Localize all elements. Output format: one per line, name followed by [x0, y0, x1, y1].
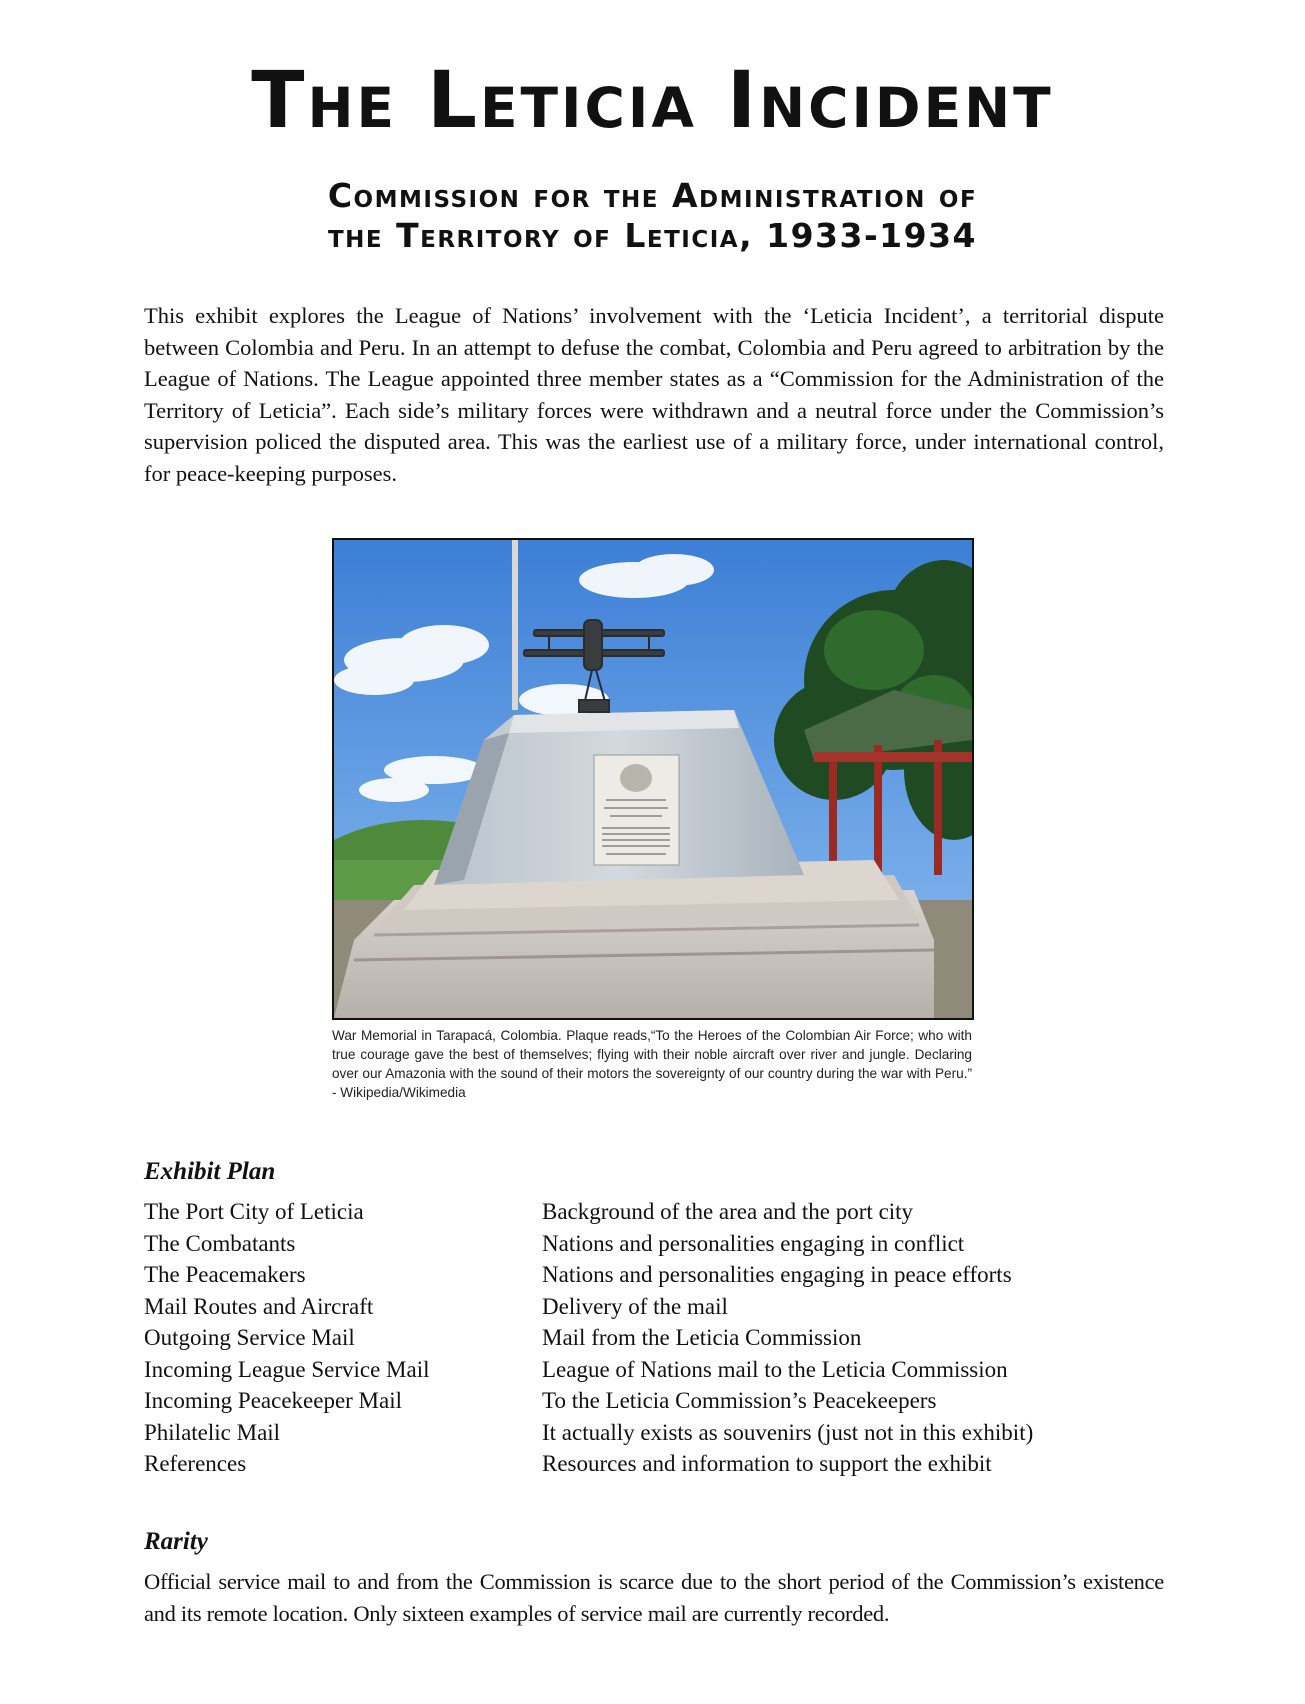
plan-section: Incoming League Service Mail [144, 1356, 430, 1382]
plan-section: References [144, 1451, 247, 1476]
plan-description: It actually exists as souvenirs (just not in this exhibit) [542, 1419, 1034, 1445]
page-subtitle [0, 176, 1305, 256]
plan-section: The Combatants [144, 1230, 296, 1256]
plan-row [144, 1259, 1164, 1291]
plan-description: Nations and personalities engaging in peace efforts [542, 1262, 1012, 1287]
plan-row [144, 1322, 1164, 1354]
plan-description: League of Nations mail to the Leticia Commission [542, 1356, 1008, 1382]
plan-row [144, 1354, 1164, 1386]
subtitle-line-1: Commission for the Administration of [327, 176, 978, 215]
plan-section: The Peacemakers [144, 1262, 306, 1287]
plan-description: Mail from the Leticia Commission [542, 1325, 862, 1350]
intro-paragraph: This exhibit explores the League of Nations’ involvement with the ‘Leticia Incident’, a territorial dispute between Colombia and Peru. In an attempt to defuse the combat, Colombia and Peru agreed to arbitration by the League of Nations. The League appointed three member states as a “Commission for the Administration of the Territory of Leticia”. Each side’s military forces were withdrawn and a neutral force under the Commission’s supervision policed the disputed area. This was the earliest use of a military force, under international control, for peace-keeping purposes. [144, 303, 1164, 486]
plan-section: Philatelic Mail [144, 1419, 281, 1445]
plan-description: Nations and personalities engaging in conflict [542, 1230, 965, 1256]
rarity-heading: Rarity [144, 1528, 208, 1555]
plan-section: Incoming Peacekeeper Mail [144, 1388, 402, 1413]
exhibit-plan-heading: Exhibit Plan [144, 1158, 276, 1185]
plan-section: Outgoing Service Mail [144, 1325, 355, 1350]
exhibit-plan-table [144, 1196, 1164, 1480]
plan-row [144, 1448, 1164, 1480]
plan-description: Resources and information to support the exhibit [542, 1451, 992, 1476]
plan-row [144, 1291, 1164, 1323]
photo-caption: War Memorial in Tarapacá, Colombia. Plaque reads,“To the Heroes of the Colombian Air Force; who with true courage gave the best of themselves; flying with their noble aircraft over river and jungle. Declaring over our Amazonia with the sound of their motors the sovereignty of our country during the war with Peru.” - Wikipedia/Wikimedia [332, 1028, 972, 1100]
rarity-paragraph: Official service mail to and from the Commission is scarce due to the short period of the Commission’s existence and its remote location. Only sixteen examples of service mail are currently recorded. [144, 1569, 1164, 1626]
plan-row [144, 1385, 1164, 1417]
plan-row [144, 1196, 1164, 1228]
plan-description: Background of the area and the port city [542, 1199, 914, 1224]
plan-row [144, 1417, 1164, 1449]
page-title: The Leticia Incident [251, 56, 1054, 146]
plan-section: Mail Routes and Aircraft [144, 1293, 374, 1319]
plan-description: Delivery of the mail [542, 1293, 728, 1319]
plan-section: The Port City of Leticia [144, 1199, 364, 1224]
plan-row [144, 1228, 1164, 1260]
subtitle-line-2: the Territory of Leticia, 1933-1934 [327, 216, 978, 255]
war-memorial-photo [332, 538, 974, 1020]
plan-description: To the Leticia Commission’s Peacekeepers [542, 1388, 937, 1413]
